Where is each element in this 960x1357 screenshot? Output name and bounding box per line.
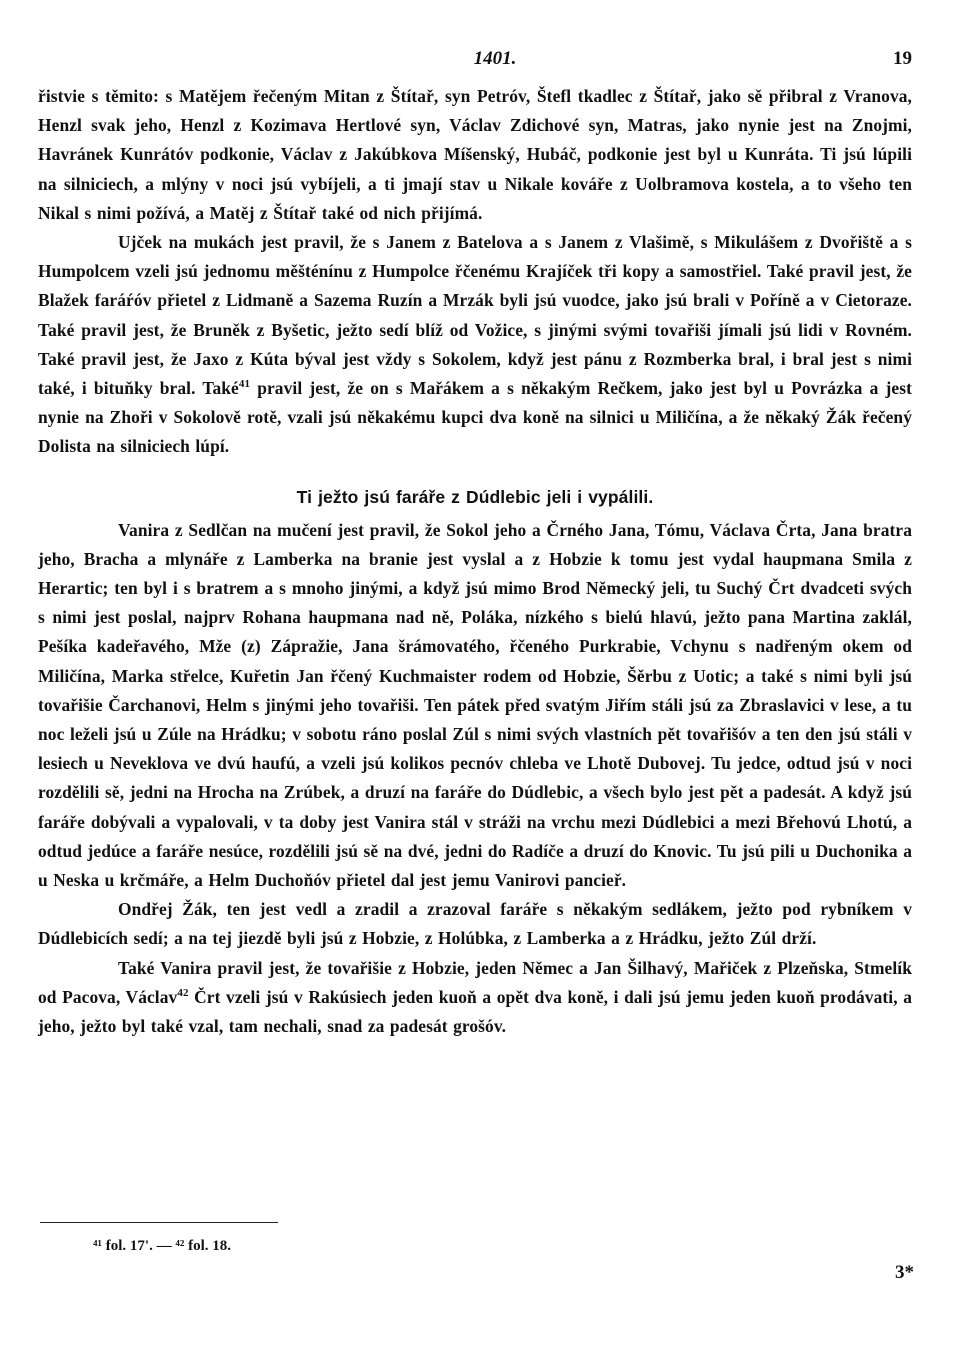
footnote-ref-41: 41 [238,378,251,391]
document-page [38,48,912,1041]
paragraph-2-tail-after: pravil jest, že on s Mařákem a s někakým Rečkem, jako jest byl u Povrázka a jest nynie na Zhoři v Sokolově rotě, vzali jsú někakému kupci dva koně na silnici u Miličína, a že někaký Žák řečený Dolista na silniciech lúpí. [38,378,912,457]
page-number: 19 [893,48,912,69]
section-heading: Ti ježto jsú faráře z Dúdlebic jeli i vypálili. [296,486,654,507]
body-text [38,82,912,1041]
footnote-ref-42: 42 [177,987,189,1000]
paragraph-2-text: Ujček na mukách jest pravil, že s Janem z Batelova a s Janem z Vlašimě, s Mikulášem z Dvořiště a s Humpolcem vzeli jsú jednomu měšténínu z Humpolce řčenému Krajíček tři kopy a samostřiel. Také pravil jest, že Blažek faráŕóv přietel z Lidmaně a Sazema Ruzín a Mrzák byli jsú vuodce, jako jsú brali v Poříně a v Cietoraze. Také pravil jest, že Bruněk z Byšetic, ježto sedí blíž od Vožice, s jinými svými tovařiši jímali jsú lidi v Rovném. Také pravil jest, že Jaxo z Kúta býval jest vždy s Sokolem, když jest pánu z Rozmberka bral, i bral jest s nimi také, i bituňky bral. [38,232,912,399]
paragraph-5-before: Také Vanira pravil jest, že tovařišie z Hobzie, jeden Němec a Jan Šilhavý, Mařiček z Plzeňska, Stmelík od Pacova, Václav [38,957,912,1007]
paragraph-2 [38,228,912,462]
paragraph-2-tail-before: Také [202,378,239,399]
signature-mark: 3* [895,1262,914,1283]
paragraph-3: Vanira z Sedlčan na mučení jest pravil, že Sokol jeho a Črného Jana, Tómu, Václava Črta, Jana bratra jeho, Bracha a mlynáře z Lamberka na branie jest vyslal a z Hobzie k tomu jest vydal haupmana Smila z Herartic; ten byl i s bratrem a s mnoho jinými, a když jsú mimo Brod Německý jeli, tu Suchý Črt dvadceti svých s nimi jest poslal, najprv Rohana haupmana nad ně, Poláka, nízkého s bielú hlavú, ježto pana Martina zaklál, Pešíka kadeřavého, Mže (z) Zápražie, Jana šrámovatého, řčeného Purkrabie, Vchynu s nadřeným okem od Miličína, Marka střelce, Kuřetin Jan řčený Kuchmaister rodem od Hobzie, Šěrbu z Uotic; a také s nimi byli jsú tovařišie Čarchanovi, Helm s jinými jeho tovařiši. Ten pátek před svatým Jiřím stáli jsú za Zbraslavici v lese, a tu noc leželi jsú u Zúle na Hrádku; v sobotu ráno poslal Zúl s nimi svých vlastních pět tovařišóv a ten den jsú stáli v lesiech u Neveklova ve dvú haufú, a vzeli jsú kolikos pecnóv chleba ve Lhotě Dubovej. Tu jedce, odtud jsú v noci rozdělili sě, jedni na Hrocha na Zrúbek, a druzí na faráře do Dúdlebic, a všech bylo jest pět a padesát. A když jsú faráře dobývali a vypalovali, v ta doby jest Vanira stál v stráži na vrchu mezi Dúdlebici a mezi Břehovú Lhotú, a odtud jedúce a faráře nesúce, rozdělili jsú sě na dvé, jedni do Radíče a druzí do Knovic. Tu jsú pili u Duchonika a u Neska u krčmáře, a Helm Duchoňóv přietel dal jest jemu Vanirovi pancieř. [38,519,912,891]
running-head-year: 1401. [473,48,517,69]
paragraph-1: řistvie s těmito: s Matějem řečeným Mitan z Štítař, syn Petróv, Štefl tkadlec z Štítař, jako sě přibral z Vranova, Henzl svak jeho, Henzl z Kozimava Hertlové syn, Václav Zdichové syn, Matras, jako nynie jest na Znojmi, Havránek Kunrátóv podkonie, Václav z Jakúbkova Míšenský, Hubáč, podkonie jest byl u Kunráta. Ti jsú lúpili na silniciech, a mlýny v noci jsú vybíjeli, a ti jmají stav u Nikale kováře z Uolbramova kostela, a to všeho ten Nikal s nimi požívá, a Matěj z Štítař také od nich přijímá. [38,86,912,223]
footnotes: ⁴¹ fol. 17'. — ⁴² fol. 18. [93,1238,231,1254]
paragraph-5-after: Črt vzeli jsú v Rakúsiech jeden kuoň a opět dva koně, i dali jsú jemu jeden kuoň prodávati, a jeho, ježto byl také vzal, tam nechali, snad za padesát grošóv. [38,986,912,1037]
paragraph-4: Ondřej Žák, ten jest vedl a zradil a zrazoval faráře s někakým sedlákem, ježto pod rybníkem v Dúdlebicích sedí; a na tej jiezdě byli jsú z Hobzie, z Holúbka, z Lamberka a z Hrádku, ježto Zúl drží. [38,899,912,949]
paragraph-5 [38,954,912,1042]
running-head [38,48,912,82]
footnote-rule [40,1222,278,1223]
